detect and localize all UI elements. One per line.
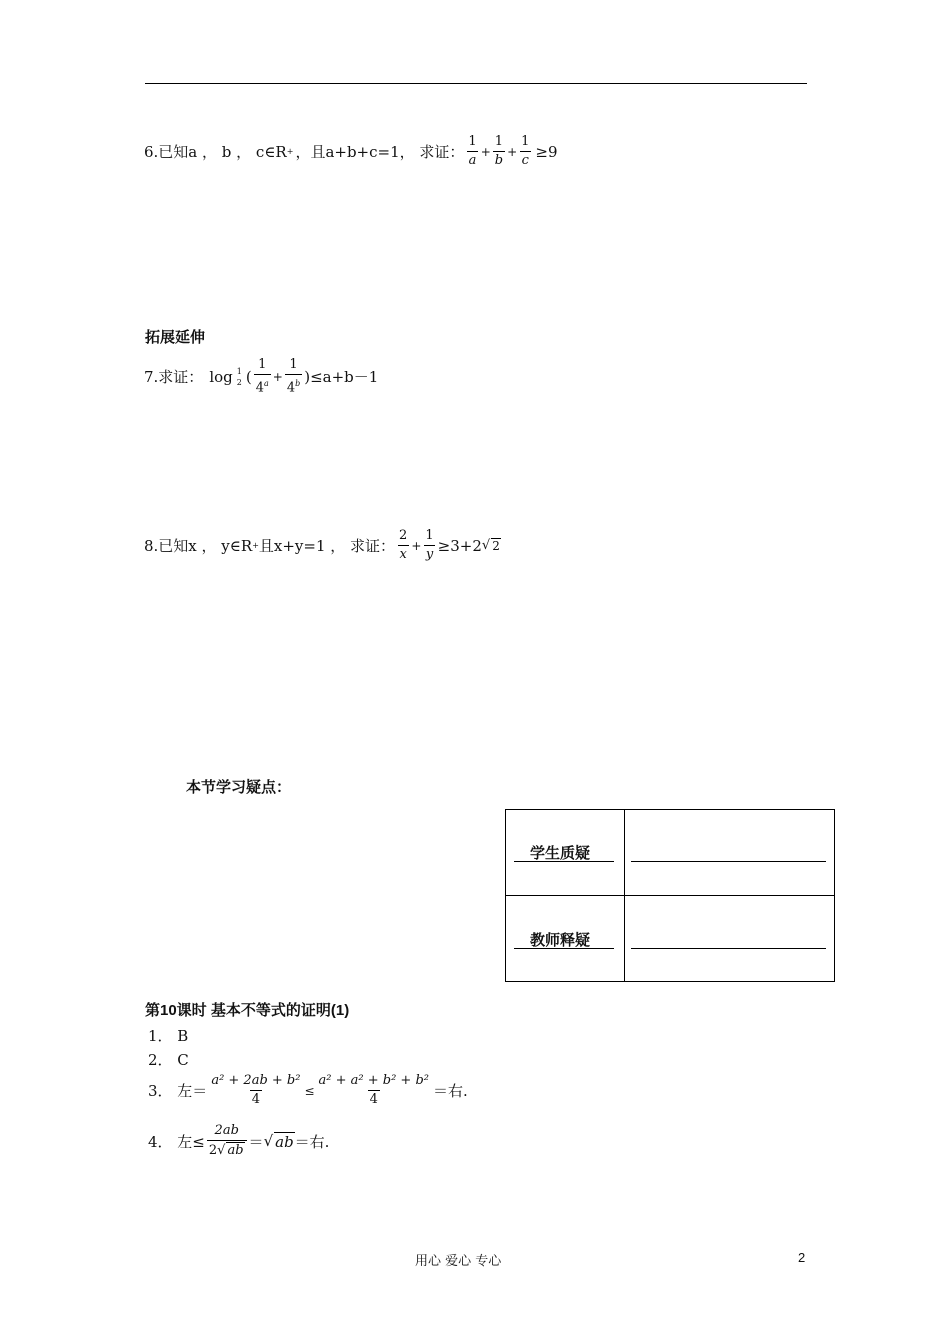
student-question-label: 学生质疑 [530, 845, 591, 862]
question-8 [144, 528, 501, 563]
doubts-title: 本节学习疑点： [186, 779, 292, 796]
header-rule [145, 83, 807, 84]
answer-3-suffix: ＝右. [433, 1082, 468, 1100]
q8-superscript: + [252, 541, 259, 550]
teacher-label-underline [514, 948, 614, 949]
section-heading-extension: 拓展延伸 [145, 329, 206, 346]
answer-3-fraction-2: $\frac{\text{a² + a² + b² + b²}}{4}$ [318, 1073, 429, 1107]
question-6 [144, 134, 558, 169]
student-label-underline [514, 861, 614, 862]
doubts-table [505, 809, 835, 982]
answers-title: 第10课时 基本不等式的证明(1) [145, 1002, 350, 1019]
plus-sign: + [411, 538, 422, 553]
question-7 [144, 357, 378, 396]
q8-sqrt-value: 2 [492, 539, 500, 553]
left-paren: ( [245, 367, 252, 386]
teacher-answer-label: 教师释疑 [530, 932, 591, 949]
q8-rhs: ≥3+2 [437, 536, 482, 555]
q8-condition: 且x+y=1 ， 求证： [258, 537, 396, 555]
q6-condition: ，且a+b+c=1， 求证： [295, 143, 465, 161]
q8-fraction-2: $\frac{1}{y}$ [425, 528, 434, 562]
answer-4-sqrt-value: ab [275, 1132, 294, 1151]
sqrt-sign: √ [481, 538, 491, 553]
plus-sign: + [272, 369, 283, 384]
doubts-answer-cell[interactable] [625, 896, 835, 982]
teacher-answer-line[interactable] [631, 948, 826, 949]
q7-rhs: )≤a+b－1 [304, 368, 379, 387]
q6-rhs: ≥9 [535, 142, 558, 161]
footer-slogan: 用心 爱心 专心 [415, 1254, 502, 1269]
equals-sign: ＝ [248, 1132, 264, 1151]
answer-3-fraction-1: $\frac{\text{a² + 2ab + b²}}{4}$ [211, 1073, 301, 1107]
q6-fraction-2: $\frac{1}{b}$ [494, 134, 504, 168]
q6-prefix: 6.已知a ， b ， c∈R [144, 143, 287, 161]
q7-prefix: 7.求证： [144, 368, 204, 387]
sqrt-sign: √ [263, 1132, 274, 1150]
q7-fraction-2: $\frac{1}{4^b}$ [286, 357, 301, 396]
answer-3-prefix: 3． 左＝ [148, 1082, 208, 1100]
q7-log: log [209, 367, 233, 386]
q8-fraction-1: $\frac{2}{x}$ [399, 528, 408, 562]
answer-3 [148, 1073, 468, 1108]
q7-fraction-1: $\frac{1}{4^a}$ [255, 357, 269, 396]
q7-log-base: 1 2 [236, 366, 242, 387]
le-sign: ≤ [304, 1083, 315, 1098]
doubts-answer-cell[interactable] [625, 810, 835, 896]
q6-superscript: + [286, 147, 294, 156]
page-number: 2 [798, 1250, 806, 1265]
student-question-answer-line[interactable] [631, 861, 826, 862]
answer-4-suffix: ＝右. [294, 1132, 330, 1151]
answer-2: 2． C [148, 1051, 189, 1069]
q8-prefix: 8.已知x ， y∈R [144, 537, 253, 555]
answer-1: 1． B [148, 1027, 189, 1045]
q6-fraction-3: $\frac{1}{c}$ [521, 134, 530, 168]
plus-sign: + [480, 144, 491, 159]
plus-sign: + [507, 144, 518, 159]
q6-fraction-1: $\frac{1}{a}$ [468, 134, 477, 168]
answer-4-fraction: $\frac{2ab}{2√ ab}$ [207, 1123, 247, 1159]
answer-4 [148, 1123, 329, 1159]
answer-4-prefix: 4． 左≤ [148, 1132, 205, 1151]
